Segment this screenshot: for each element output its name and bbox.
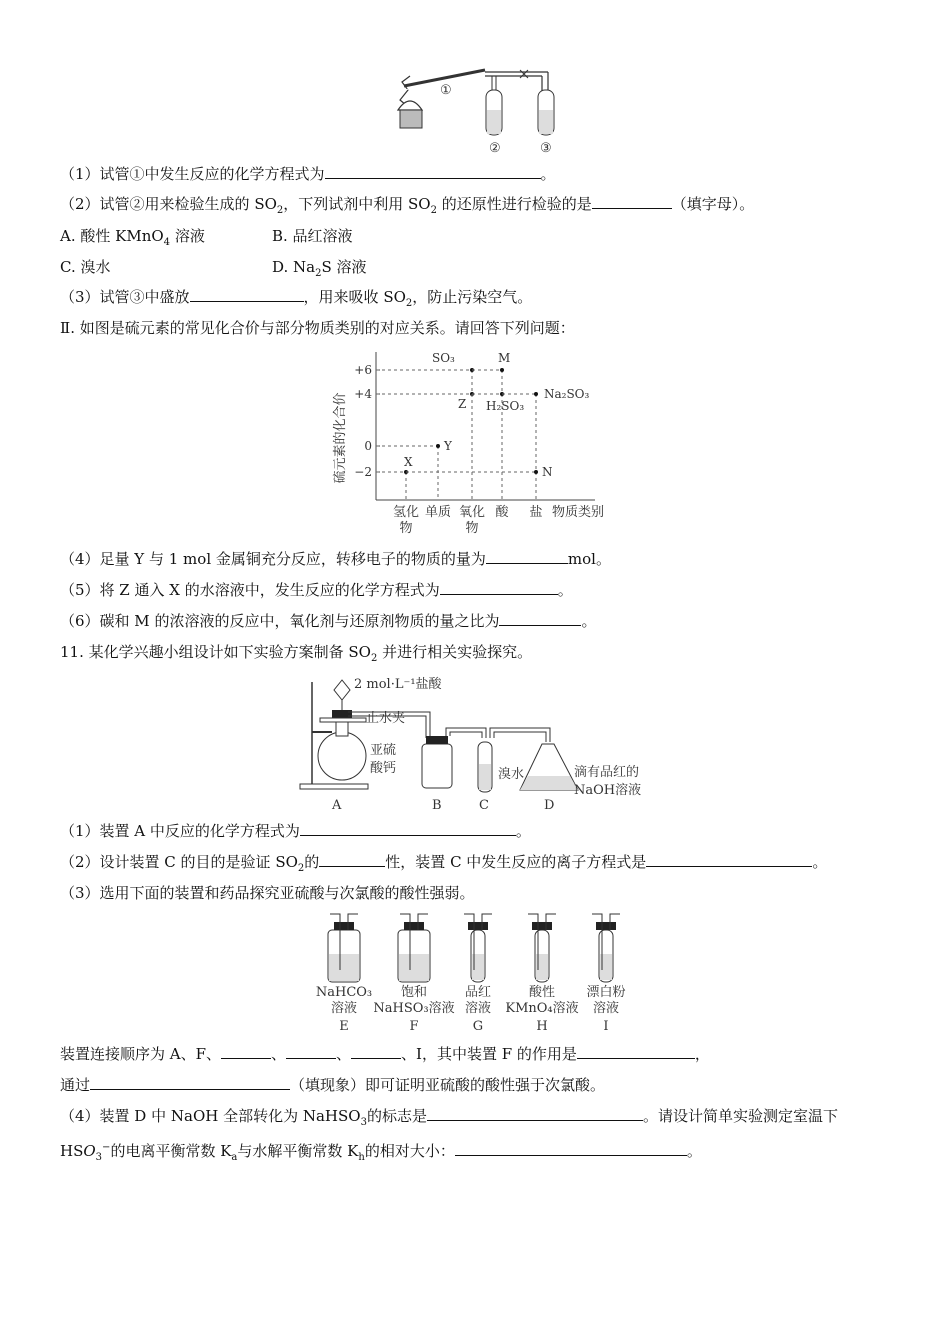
phenomenon-line: 通过 （填现象）即可证明亚硫酸的酸性强于次氯酸。 (60, 1076, 606, 1094)
stopper (596, 922, 616, 930)
x-axis-label: 物质类别 (551, 505, 605, 520)
question-5: （5）将 Z 通入 X 的水溶液中，发生反应的化学方程式为 。 (60, 581, 573, 599)
device-d-label: D (544, 798, 555, 813)
point-label: X (404, 455, 413, 469)
device-tag: F (409, 1019, 419, 1034)
answer-blank[interactable] (646, 852, 812, 867)
tube-label-2: ② (489, 141, 501, 156)
stopper (532, 922, 552, 930)
reagent-label: KMnO₄溶液 (505, 1001, 579, 1016)
bromine-label: 溴水 (498, 767, 525, 782)
point-label: Y (444, 439, 452, 453)
tube-label-3: ③ (540, 141, 552, 156)
data-point (534, 470, 538, 474)
question-4: （4）足量 Y 与 1 mol 金属铜充分反应，转移电子的物质的量为 mol。 (60, 550, 611, 568)
liquid (399, 954, 429, 981)
device-tag: G (472, 1019, 484, 1034)
pink-label-2: NaOH溶液 (574, 783, 642, 798)
reagent-label: NaHSO₃溶液 (373, 1001, 455, 1016)
sulfite-label-2: 酸钙 (370, 761, 397, 776)
apparatus-figure-3 (312, 910, 652, 1036)
answer-blank[interactable] (325, 164, 541, 179)
option-d: D. $Na_2S$ 溶液 (272, 258, 367, 279)
answer-blank[interactable] (190, 287, 304, 302)
answer-blank[interactable] (440, 580, 558, 595)
valence-chart (330, 348, 620, 540)
part-ii-intro: Ⅱ. 如图是硫元素的常见化合价与部分物质类别的对应关系。请回答下列问题： (60, 319, 575, 337)
sub-question-1: （1）装置 A 中反应的化学方程式为 。 (60, 822, 531, 840)
sub-question-4: （4）装置 D 中 NaOH 全部转化为 NaHSO$_3$的标志是 。请设计简单实验测定室温下 (60, 1107, 838, 1128)
option-c: C. 溴水 (60, 258, 111, 276)
sub-question-3: （3）选用下面的装置和药品探究亚硫酸与次氯酸的酸性强弱。 (60, 884, 475, 902)
question-2: （2）试管②用来检验生成的 $SO_2$，下列试剂中利用 $SO_2$ 的还原性进行检验的是 （填字母）。 (60, 195, 755, 216)
answer-blank[interactable] (351, 1044, 401, 1059)
apparatus-figure-2 (298, 672, 668, 814)
question-6: （6）碳和 M 的浓溶液的反应中，氧化剂与还原剂物质的量之比为 。 (60, 612, 597, 630)
option-b: B. 品红溶液 (272, 227, 353, 245)
option-a: A. 酸性 KMnO$_4$ 溶液 (60, 227, 205, 248)
y-axis-label: 硫元素的化合价 (333, 392, 348, 484)
reagent-label: NaHCO₃ (315, 985, 373, 1000)
x-tick-label: 盐 (529, 505, 543, 520)
data-point (436, 444, 440, 448)
reagent-label: 品红 (464, 985, 492, 1000)
answer-blank[interactable] (300, 821, 516, 836)
y-tick-label: −2 (354, 465, 372, 479)
liquid (329, 954, 359, 981)
point-label: SO₃ (432, 351, 455, 365)
y-tick-label: +4 (354, 387, 372, 401)
answer-blank[interactable] (221, 1044, 271, 1059)
reagent-label: 饱和 (400, 985, 428, 1000)
point-label: Z (458, 397, 467, 411)
device-tag: E (339, 1019, 349, 1034)
answer-blank[interactable] (592, 194, 672, 209)
stopper (334, 922, 354, 930)
answer-blank[interactable] (286, 1044, 336, 1059)
answer-blank[interactable] (455, 1141, 687, 1156)
answer-blank[interactable] (577, 1044, 695, 1059)
sub-question-2: （2）设计装置 C 的目的是验证 $SO_2$的 性，装置 C 中发生反应的离子方程式是 。 (60, 853, 828, 874)
device-tag: I (603, 1019, 609, 1034)
answer-blank[interactable] (319, 852, 385, 867)
sub-question-4-cont: $HSO_3^-$的电离平衡常数 $K_a$与水解平衡常数 $K_h$的相对大小： 。 (60, 1142, 702, 1163)
pink-label-1: 滴有品红的 (574, 765, 640, 780)
question-3: （3）试管③中盛放 ，用来吸收 $SO_2$，防止污染空气。 (60, 288, 533, 309)
stopper (468, 922, 488, 930)
reagent-label: 溶液 (464, 1001, 492, 1016)
device-a-label: A (332, 798, 342, 813)
clamp-label: 止水夹 (366, 711, 406, 726)
device-tag: H (536, 1019, 548, 1034)
device-c-label: C (479, 798, 489, 813)
question-11-intro: 11. 某化学兴趣小组设计如下实验方案制备 $SO_2$ 并进行相关实验探究。 (60, 643, 533, 664)
reagent-label: 溶液 (592, 1001, 620, 1016)
device-b-label: B (432, 798, 442, 813)
acid-label: 2 mol·L⁻¹盐酸 (354, 677, 442, 692)
reagent-label: 漂白粉 (586, 985, 626, 1000)
reagent-label: 溶液 (330, 1001, 358, 1016)
x-tick-label: 物 (399, 521, 413, 536)
answer-blank[interactable] (90, 1075, 290, 1090)
answer-blank[interactable] (486, 549, 568, 564)
x-tick-label: 氧化 (458, 505, 486, 520)
x-tick-label: 物 (465, 521, 479, 536)
point-label: M (498, 351, 511, 365)
x-tick-label: 酸 (495, 505, 509, 520)
answer-blank[interactable] (427, 1106, 643, 1121)
y-tick-label: +6 (354, 363, 372, 377)
answer-blank[interactable] (499, 611, 581, 626)
sulfite-label-1: 亚硫 (370, 743, 397, 758)
reagent-label: 酸性 (528, 985, 556, 1000)
data-point (534, 392, 538, 396)
tube-label-1: ① (440, 83, 452, 98)
y-tick-label: 0 (364, 439, 372, 453)
question-1: （1）试管①中发生反应的化学方程式为 。 (60, 165, 556, 183)
apparatus-figure-1 (390, 62, 570, 157)
connection-order: 装置连接顺序为 A、F、 、 、 、I，其中装置 F 的作用是 ， (60, 1045, 710, 1063)
data-point (500, 368, 504, 372)
point-label: Na₂SO₃ (544, 387, 590, 401)
point-label: H₂SO₃ (486, 399, 525, 413)
stopper (404, 922, 424, 930)
x-tick-label: 单质 (424, 505, 452, 520)
x-tick-label: 氢化 (392, 505, 420, 520)
point-label: N (542, 465, 553, 479)
